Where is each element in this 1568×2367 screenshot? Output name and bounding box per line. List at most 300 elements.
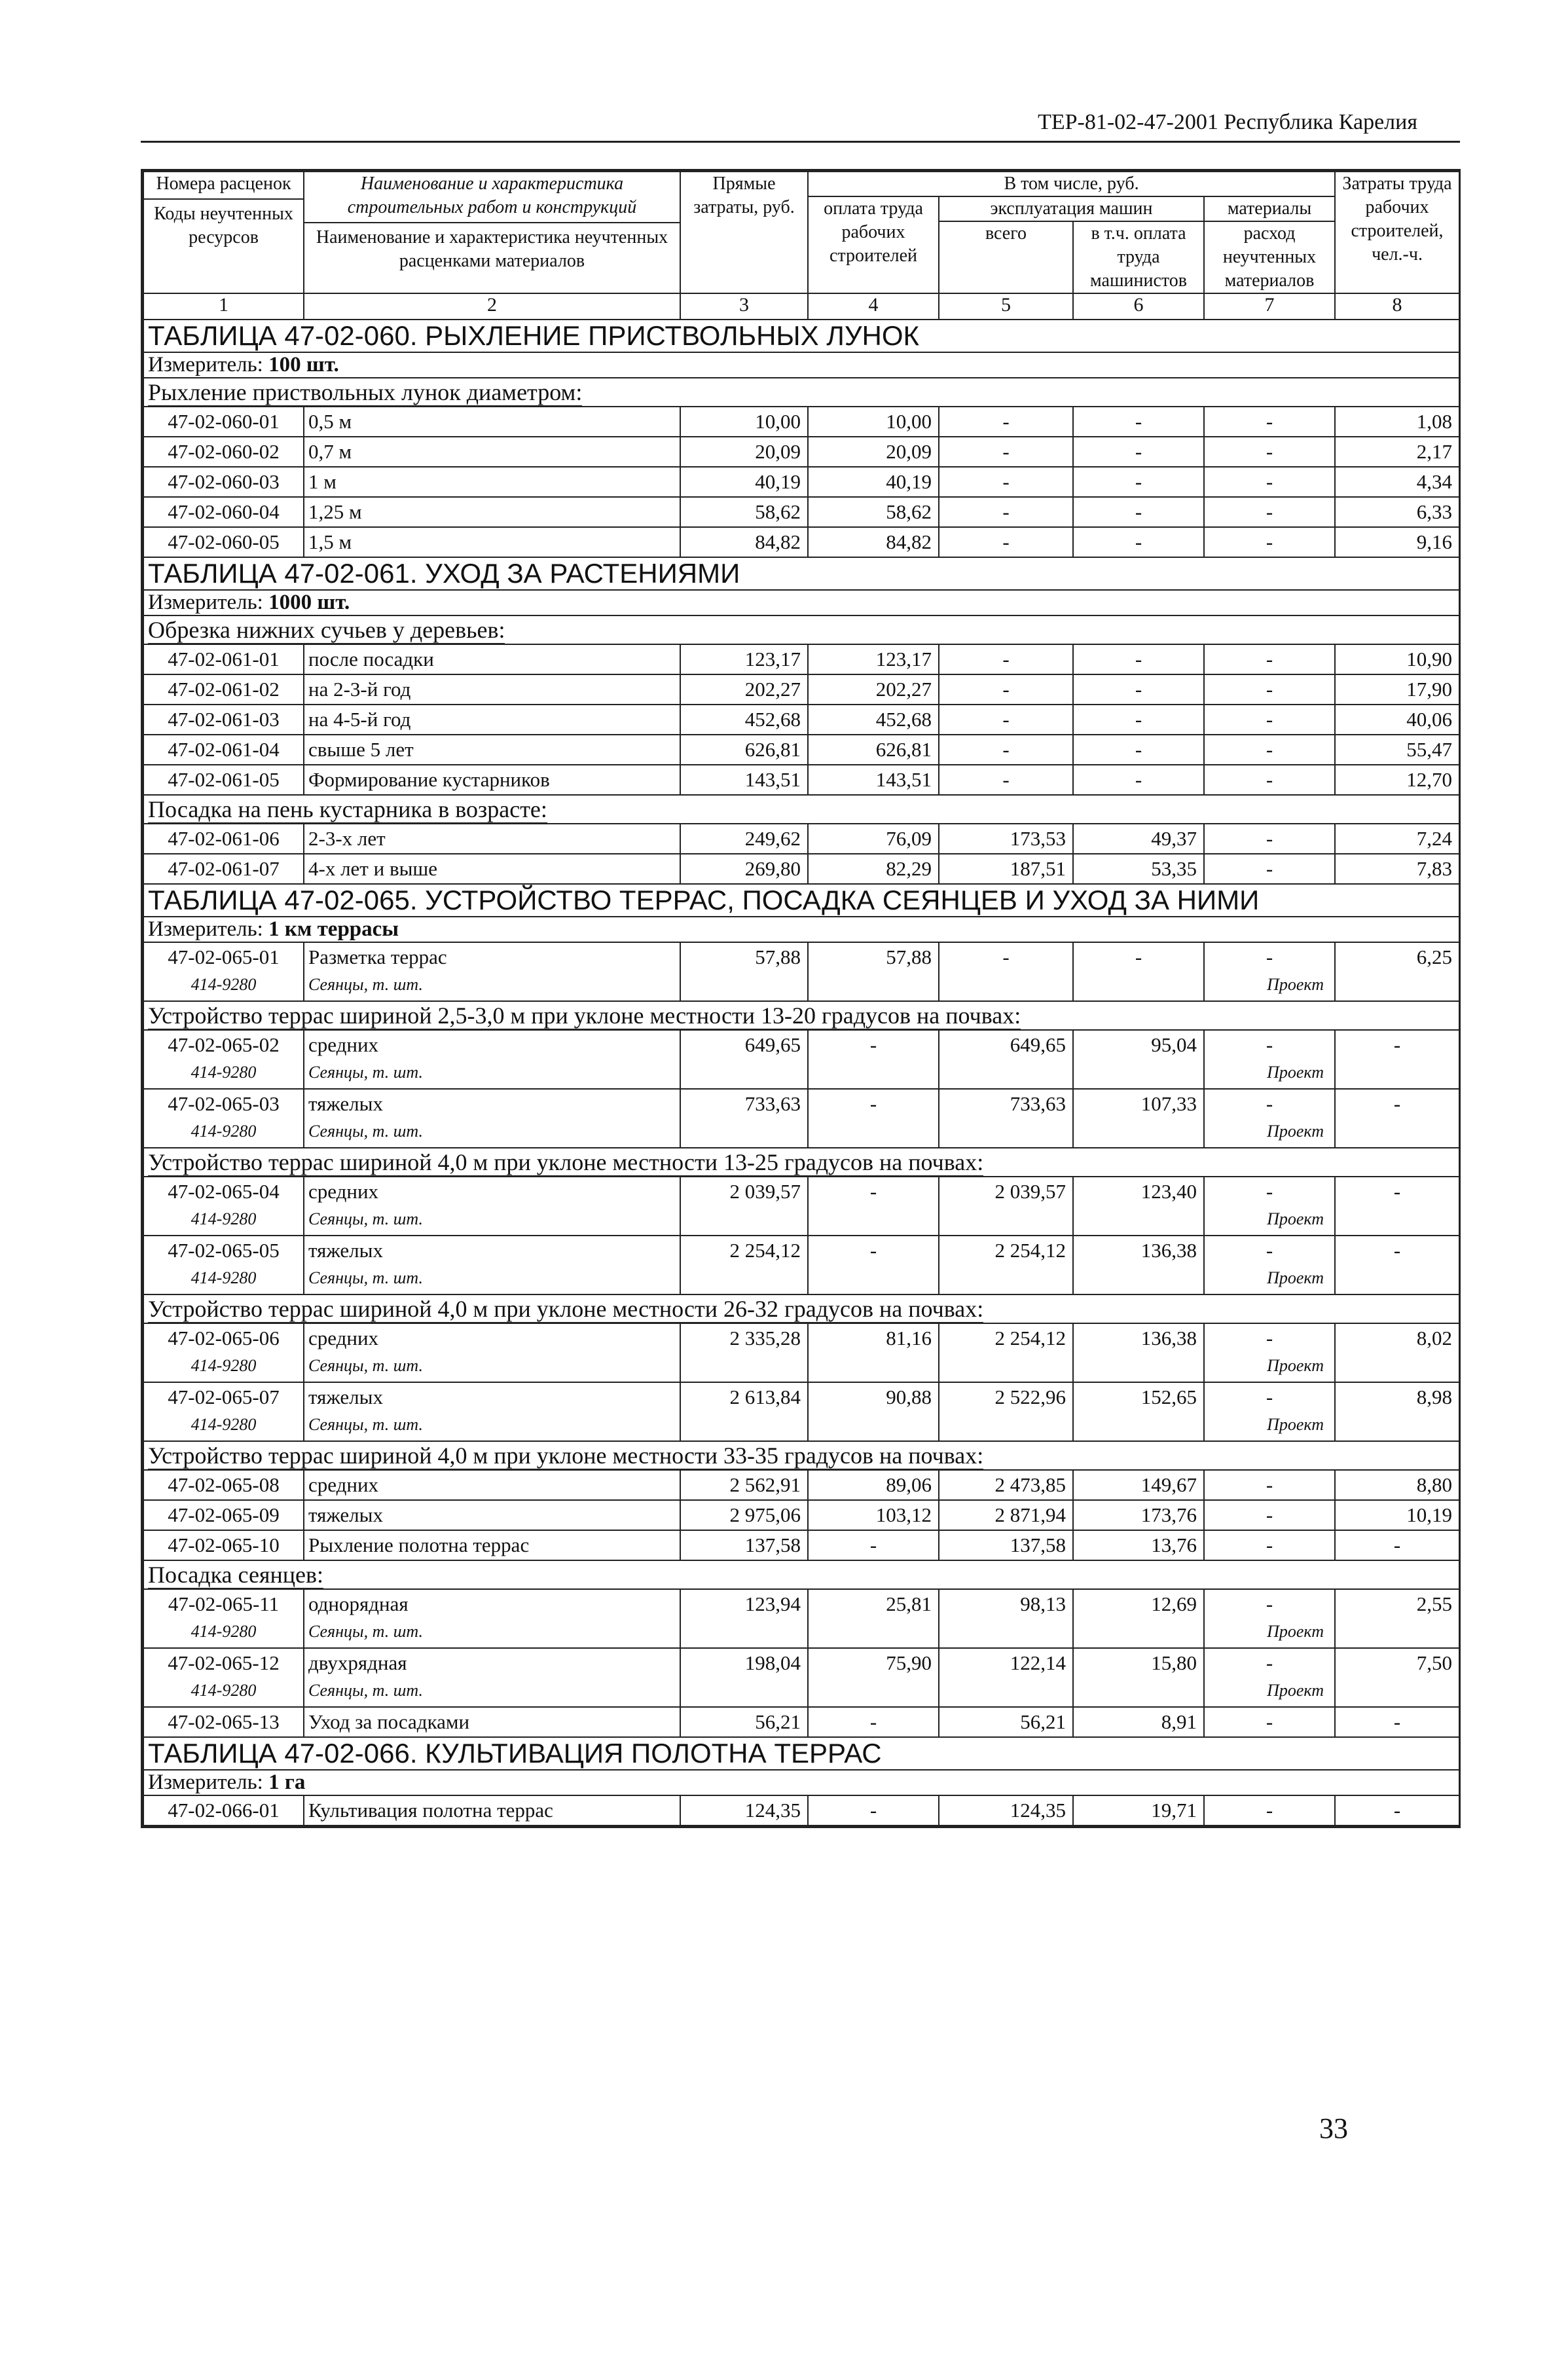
col-number: 3 <box>680 293 808 320</box>
rate-code-cell <box>143 644 304 674</box>
table-row <box>143 467 1459 497</box>
material-usage-cell <box>1204 705 1335 735</box>
group-title-text: Устройство террас шириной 4,0 м при уклоне местности 13-25 градусов на почвах: <box>148 1149 984 1175</box>
work-name-cell <box>304 1177 680 1236</box>
worker-wages: 82,29 <box>808 854 939 884</box>
material-usage-cell <box>1204 1530 1335 1560</box>
material-name: Сеянцы, т. шт. <box>308 1622 423 1641</box>
worker-wages: 10,00 <box>808 407 939 437</box>
rate-code: 47-02-061-04 <box>168 738 280 761</box>
column-number-row <box>143 293 1459 320</box>
material-usage-note: Проект <box>1267 1415 1324 1434</box>
direct-costs: 2 562,91 <box>680 1470 808 1500</box>
work-name-cell <box>304 1323 680 1382</box>
machines-total: 2 473,85 <box>939 1470 1073 1500</box>
labor-costs: 6,33 <box>1335 497 1459 527</box>
material-usage-cell <box>1204 765 1335 795</box>
direct-costs: 452,68 <box>680 705 808 735</box>
rate-code-cell <box>143 1382 304 1441</box>
material-usage-cell <box>1204 1323 1335 1382</box>
machinist-wages: - <box>1073 765 1204 795</box>
work-name-cell <box>304 674 680 705</box>
worker-wages: - <box>808 1795 939 1826</box>
machinist-wages: 149,67 <box>1073 1470 1204 1500</box>
col-number: 2 <box>304 293 680 320</box>
resource-code: 414-9280 <box>191 1063 257 1082</box>
work-name: однорядная <box>308 1592 409 1615</box>
labor-costs: 10,90 <box>1335 644 1459 674</box>
direct-costs: 649,65 <box>680 1030 808 1089</box>
table-title-row <box>143 557 1459 590</box>
table-row <box>143 407 1459 437</box>
rate-code-cell <box>143 467 304 497</box>
col-header-names <box>304 172 680 293</box>
measure-value: 1 км террасы <box>268 917 399 941</box>
worker-wages: - <box>808 1236 939 1294</box>
work-name: на 2-3-й год <box>308 678 411 701</box>
machinist-wages: 173,76 <box>1073 1500 1204 1530</box>
machinist-wages: 152,65 <box>1073 1382 1204 1441</box>
col-number: 4 <box>808 293 939 320</box>
work-name-cell <box>304 1236 680 1294</box>
material-usage: - <box>1266 678 1273 701</box>
work-name-cell <box>304 1089 680 1148</box>
col-header-materials: материалы <box>1204 196 1335 221</box>
worker-wages: - <box>808 1177 939 1236</box>
measure-unit <box>143 1770 1459 1795</box>
table-row <box>143 437 1459 467</box>
material-usage: - <box>1266 1033 1273 1056</box>
group-title-row <box>143 1148 1459 1177</box>
material-usage-cell <box>1204 1795 1335 1826</box>
machinist-wages: - <box>1073 644 1204 674</box>
material-usage: - <box>1266 530 1273 553</box>
direct-costs: 56,21 <box>680 1707 808 1737</box>
direct-costs: 20,09 <box>680 437 808 467</box>
direct-costs: 733,63 <box>680 1089 808 1148</box>
col-header-material-name: Наименование и характеристика неучтенных расценками материалов <box>316 227 668 271</box>
machinist-wages: 123,40 <box>1073 1177 1204 1236</box>
direct-costs: 57,88 <box>680 942 808 1001</box>
direct-costs: 124,35 <box>680 1795 808 1826</box>
material-usage-cell <box>1204 527 1335 557</box>
labor-costs: - <box>1335 1030 1459 1089</box>
table-title-row <box>143 320 1459 352</box>
machines-total: 2 254,12 <box>939 1323 1073 1382</box>
resource-code: 414-9280 <box>191 1415 257 1434</box>
material-name: Сеянцы, т. шт. <box>308 975 423 994</box>
material-usage: - <box>1266 1533 1273 1556</box>
machines-total: 187,51 <box>939 854 1073 884</box>
work-name: свыше 5 лет <box>308 738 414 761</box>
table-row <box>143 1648 1459 1707</box>
table-row <box>143 1795 1459 1826</box>
material-usage-note: Проект <box>1267 975 1324 994</box>
machinist-wages: - <box>1073 467 1204 497</box>
work-name-cell <box>304 467 680 497</box>
machines-total: - <box>939 467 1073 497</box>
labor-costs: 10,19 <box>1335 1500 1459 1530</box>
material-usage: - <box>1266 1239 1273 1262</box>
material-usage: - <box>1266 1473 1273 1496</box>
work-name-cell <box>304 1707 680 1737</box>
work-name-cell <box>304 824 680 854</box>
rate-code-cell <box>143 1470 304 1500</box>
group-title <box>143 1294 1459 1323</box>
material-usage-cell <box>1204 1470 1335 1500</box>
col-number: 7 <box>1204 293 1335 320</box>
group-title-text: Устройство террас шириной 4,0 м при уклоне местности 26-32 градусов на почвах: <box>148 1296 984 1322</box>
machinist-wages: - <box>1073 407 1204 437</box>
labor-costs: 1,08 <box>1335 407 1459 437</box>
labor-costs: 4,34 <box>1335 467 1459 497</box>
worker-wages: - <box>808 1530 939 1560</box>
material-usage-cell <box>1204 854 1335 884</box>
machinist-wages: - <box>1073 735 1204 765</box>
labor-costs: 7,83 <box>1335 854 1459 884</box>
table-row <box>143 735 1459 765</box>
labor-costs: 8,98 <box>1335 1382 1459 1441</box>
measure-label: Измеритель: <box>148 353 269 376</box>
worker-wages: 89,06 <box>808 1470 939 1500</box>
material-usage-note: Проект <box>1267 1622 1324 1641</box>
work-name: тяжелых <box>308 1385 383 1408</box>
header-rule <box>141 141 1460 143</box>
work-name-cell <box>304 1030 680 1089</box>
rate-code-cell <box>143 497 304 527</box>
direct-costs: 123,17 <box>680 644 808 674</box>
group-title-text: Обрезка нижних сучьев у деревьев: <box>148 617 505 643</box>
rate-code-cell <box>143 1589 304 1648</box>
work-name: средних <box>308 1033 379 1056</box>
worker-wages: 57,88 <box>808 942 939 1001</box>
table-title: ТАБЛИЦА 47-02-065. УСТРОЙСТВО ТЕРРАС, ПОСАДКА СЕЯНЦЕВ И УХОД ЗА НИМИ <box>143 884 1459 917</box>
measure-unit <box>143 917 1459 942</box>
resource-code: 414-9280 <box>191 1356 257 1375</box>
rate-code-cell <box>143 527 304 557</box>
table-row <box>143 1089 1459 1148</box>
direct-costs: 10,00 <box>680 407 808 437</box>
material-usage-cell <box>1204 1089 1335 1148</box>
group-title <box>143 1148 1459 1177</box>
measure-unit <box>143 590 1459 615</box>
machines-total: 2 039,57 <box>939 1177 1073 1236</box>
machines-total: 173,53 <box>939 824 1073 854</box>
material-usage: - <box>1266 1710 1273 1733</box>
group-title-row <box>143 1294 1459 1323</box>
machinist-wages: - <box>1073 527 1204 557</box>
group-title-row <box>143 378 1459 407</box>
col-header-direct-costs: Прямые затраты, руб. <box>680 172 808 293</box>
resource-code: 414-9280 <box>191 1268 257 1287</box>
resource-code: 414-9280 <box>191 1622 257 1641</box>
page-header: ТЕР-81-02-47-2001 Республика Карелия <box>1038 110 1417 134</box>
worker-wages: 626,81 <box>808 735 939 765</box>
machines-total: - <box>939 705 1073 735</box>
work-name-cell <box>304 735 680 765</box>
material-usage: - <box>1266 1092 1273 1115</box>
measure-value: 100 шт. <box>268 353 339 376</box>
work-name: тяжелых <box>308 1239 383 1262</box>
resource-code: 414-9280 <box>191 1209 257 1228</box>
work-name: 1,25 м <box>308 500 362 523</box>
rate-code-cell <box>143 1089 304 1148</box>
col-header-machines: эксплуатация машин <box>939 196 1204 221</box>
work-name-cell <box>304 497 680 527</box>
col-header-resource-codes: Коды неучтенных ресурсов <box>154 204 293 248</box>
direct-costs: 137,58 <box>680 1530 808 1560</box>
rate-code: 47-02-061-05 <box>168 768 280 791</box>
material-usage-cell <box>1204 497 1335 527</box>
table-row <box>143 497 1459 527</box>
table-row <box>143 674 1459 705</box>
labor-costs: 40,06 <box>1335 705 1459 735</box>
material-name: Сеянцы, т. шт. <box>308 1415 423 1434</box>
measure-unit <box>143 352 1459 378</box>
work-name: 1,5 м <box>308 530 352 553</box>
material-name: Сеянцы, т. шт. <box>308 1681 423 1700</box>
rate-code: 47-02-060-03 <box>168 470 280 493</box>
machinist-wages: 12,69 <box>1073 1589 1204 1648</box>
group-title <box>143 1560 1459 1589</box>
work-name-cell <box>304 765 680 795</box>
rate-code-cell <box>143 1177 304 1236</box>
machines-total: - <box>939 674 1073 705</box>
group-title-text: Рыхление приствольных лунок диаметром: <box>148 379 583 405</box>
machinist-wages: 8,91 <box>1073 1707 1204 1737</box>
machines-total: - <box>939 942 1073 1001</box>
col-number: 5 <box>939 293 1073 320</box>
rate-code: 47-02-065-03 <box>168 1092 280 1115</box>
worker-wages: 81,16 <box>808 1323 939 1382</box>
measure-label: Измеритель: <box>148 591 269 614</box>
resource-code: 414-9280 <box>191 975 257 994</box>
material-usage: - <box>1266 1327 1273 1349</box>
table-title: ТАБЛИЦА 47-02-066. КУЛЬТИВАЦИЯ ПОЛОТНА ТЕРРАС <box>143 1737 1459 1770</box>
rate-code: 47-02-061-01 <box>168 648 280 670</box>
work-name-cell <box>304 1530 680 1560</box>
table-row <box>143 644 1459 674</box>
table-title: ТАБЛИЦА 47-02-061. УХОД ЗА РАСТЕНИЯМИ <box>143 557 1459 590</box>
group-title <box>143 1001 1459 1030</box>
rate-code: 47-02-065-11 <box>168 1592 280 1615</box>
price-table-sheet <box>141 169 1461 1828</box>
direct-costs: 198,04 <box>680 1648 808 1707</box>
material-usage: - <box>1266 1592 1273 1615</box>
col-header-material-usage: расход неучтенных материалов <box>1204 221 1335 293</box>
group-title-row <box>143 1001 1459 1030</box>
labor-costs: 7,24 <box>1335 824 1459 854</box>
labor-costs: - <box>1335 1089 1459 1148</box>
material-usage: - <box>1266 827 1273 850</box>
machines-total: - <box>939 437 1073 467</box>
resource-code: 414-9280 <box>191 1122 257 1141</box>
work-name: Формирование кустарников <box>308 768 550 791</box>
direct-costs: 143,51 <box>680 765 808 795</box>
col-header-rate-numbers: Номера расценок <box>156 174 291 194</box>
table-title-row <box>143 1737 1459 1770</box>
rate-code: 47-02-060-01 <box>168 410 280 433</box>
machines-total: - <box>939 644 1073 674</box>
rate-code-cell <box>143 1323 304 1382</box>
table-row <box>143 1530 1459 1560</box>
material-usage-cell <box>1204 1500 1335 1530</box>
work-name: Культивация полотна террас <box>308 1799 553 1822</box>
direct-costs: 269,80 <box>680 854 808 884</box>
rate-code: 47-02-065-02 <box>168 1033 280 1056</box>
machinist-wages: 15,80 <box>1073 1648 1204 1707</box>
worker-wages: 90,88 <box>808 1382 939 1441</box>
material-name: Сеянцы, т. шт. <box>308 1063 423 1082</box>
direct-costs: 2 613,84 <box>680 1382 808 1441</box>
material-usage: - <box>1266 410 1273 433</box>
table-row <box>143 1589 1459 1648</box>
material-usage: - <box>1266 945 1273 968</box>
material-usage-note: Проект <box>1267 1209 1324 1228</box>
material-usage-cell <box>1204 467 1335 497</box>
labor-costs: 8,80 <box>1335 1470 1459 1500</box>
rate-code: 47-02-065-06 <box>168 1327 280 1349</box>
labor-costs: 2,55 <box>1335 1589 1459 1648</box>
machinist-wages: 49,37 <box>1073 824 1204 854</box>
table-row <box>143 765 1459 795</box>
machines-total: 98,13 <box>939 1589 1073 1648</box>
machinist-wages: 19,71 <box>1073 1795 1204 1826</box>
direct-costs: 84,82 <box>680 527 808 557</box>
rate-code: 47-02-065-01 <box>168 945 280 968</box>
material-usage-cell <box>1204 1707 1335 1737</box>
material-usage: - <box>1266 1651 1273 1674</box>
work-name: 2-3-х лет <box>308 827 386 850</box>
rate-code-cell <box>143 1530 304 1560</box>
table-row <box>143 942 1459 1001</box>
table-title: ТАБЛИЦА 47-02-060. РЫХЛЕНИЕ ПРИСТВОЛЬНЫХ ЛУНОК <box>143 320 1459 352</box>
col-header-including: В том числе, руб. <box>808 172 1335 196</box>
rate-code-cell <box>143 765 304 795</box>
work-name-cell <box>304 854 680 884</box>
material-usage-cell <box>1204 735 1335 765</box>
work-name: Разметка террас <box>308 945 447 968</box>
table-row <box>143 1236 1459 1294</box>
rate-code: 47-02-061-06 <box>168 827 280 850</box>
col-header-work-name: Наименование и характеристика строительных работ и конструкций <box>347 174 637 217</box>
group-title <box>143 795 1459 824</box>
material-usage: - <box>1266 1180 1273 1203</box>
labor-costs: 9,16 <box>1335 527 1459 557</box>
direct-costs: 58,62 <box>680 497 808 527</box>
work-name-cell <box>304 407 680 437</box>
work-name-cell <box>304 1648 680 1707</box>
rate-code: 47-02-060-05 <box>168 530 280 553</box>
labor-costs: - <box>1335 1530 1459 1560</box>
group-title <box>143 1441 1459 1470</box>
work-name-cell <box>304 437 680 467</box>
machines-total: 649,65 <box>939 1030 1073 1089</box>
work-name-cell <box>304 942 680 1001</box>
worker-wages: 103,12 <box>808 1500 939 1530</box>
price-table <box>143 171 1460 1826</box>
machines-total: - <box>939 765 1073 795</box>
worker-wages: - <box>808 1089 939 1148</box>
labor-costs: - <box>1335 1177 1459 1236</box>
rate-code: 47-02-065-08 <box>168 1473 280 1496</box>
table-row <box>143 1382 1459 1441</box>
worker-wages: 76,09 <box>808 824 939 854</box>
machines-total: 124,35 <box>939 1795 1073 1826</box>
group-title <box>143 378 1459 407</box>
machinist-wages: - <box>1073 674 1204 705</box>
table-row <box>143 1500 1459 1530</box>
machines-total: - <box>939 735 1073 765</box>
worker-wages: - <box>808 1030 939 1089</box>
machinist-wages: 95,04 <box>1073 1030 1204 1089</box>
material-usage: - <box>1266 500 1273 523</box>
rate-code: 47-02-060-02 <box>168 440 280 463</box>
col-header-codes <box>143 172 304 293</box>
rate-code: 47-02-060-04 <box>168 500 280 523</box>
rate-code: 47-02-065-12 <box>168 1651 280 1674</box>
work-name-cell <box>304 527 680 557</box>
group-title-row <box>143 795 1459 824</box>
work-name: средних <box>308 1473 379 1496</box>
work-name: тяжелых <box>308 1092 383 1115</box>
worker-wages: 40,19 <box>808 467 939 497</box>
worker-wages: 58,62 <box>808 497 939 527</box>
rate-code-cell <box>143 437 304 467</box>
rate-code-cell <box>143 1500 304 1530</box>
rate-code-cell <box>143 1795 304 1826</box>
work-name: 4-х лет и выше <box>308 857 438 880</box>
rate-code-cell <box>143 735 304 765</box>
measure-row <box>143 1770 1459 1795</box>
labor-costs: 55,47 <box>1335 735 1459 765</box>
work-name-cell <box>304 705 680 735</box>
page-number: 33 <box>1319 2112 1348 2144</box>
direct-costs: 2 335,28 <box>680 1323 808 1382</box>
table-row <box>143 1177 1459 1236</box>
work-name: 1 м <box>308 470 337 493</box>
measure-row <box>143 590 1459 615</box>
material-name: Сеянцы, т. шт. <box>308 1356 423 1375</box>
material-usage-cell <box>1204 437 1335 467</box>
table-row <box>143 824 1459 854</box>
measure-label: Измеритель: <box>148 917 269 941</box>
group-title-row <box>143 1441 1459 1470</box>
machines-total: 56,21 <box>939 1707 1073 1737</box>
material-usage-cell <box>1204 674 1335 705</box>
worker-wages: 84,82 <box>808 527 939 557</box>
machines-total: 137,58 <box>939 1530 1073 1560</box>
machinist-wages: 53,35 <box>1073 854 1204 884</box>
group-title-row <box>143 615 1459 644</box>
measure-value: 1 га <box>268 1771 306 1794</box>
col-number: 8 <box>1335 293 1459 320</box>
measure-row <box>143 917 1459 942</box>
labor-costs: 17,90 <box>1335 674 1459 705</box>
rate-code-cell <box>143 1030 304 1089</box>
col-header-machines-total: всего <box>939 221 1073 293</box>
group-title-text: Посадка на пень кустарника в возрасте: <box>148 796 547 822</box>
material-usage-cell <box>1204 1648 1335 1707</box>
group-title-text: Посадка сеянцев: <box>148 1562 323 1588</box>
rate-code-cell <box>143 942 304 1001</box>
material-usage: - <box>1266 768 1273 791</box>
material-usage-note: Проект <box>1267 1063 1324 1082</box>
material-usage: - <box>1266 440 1273 463</box>
table-row <box>143 1323 1459 1382</box>
table-title-row <box>143 884 1459 917</box>
work-name: после посадки <box>308 648 434 670</box>
